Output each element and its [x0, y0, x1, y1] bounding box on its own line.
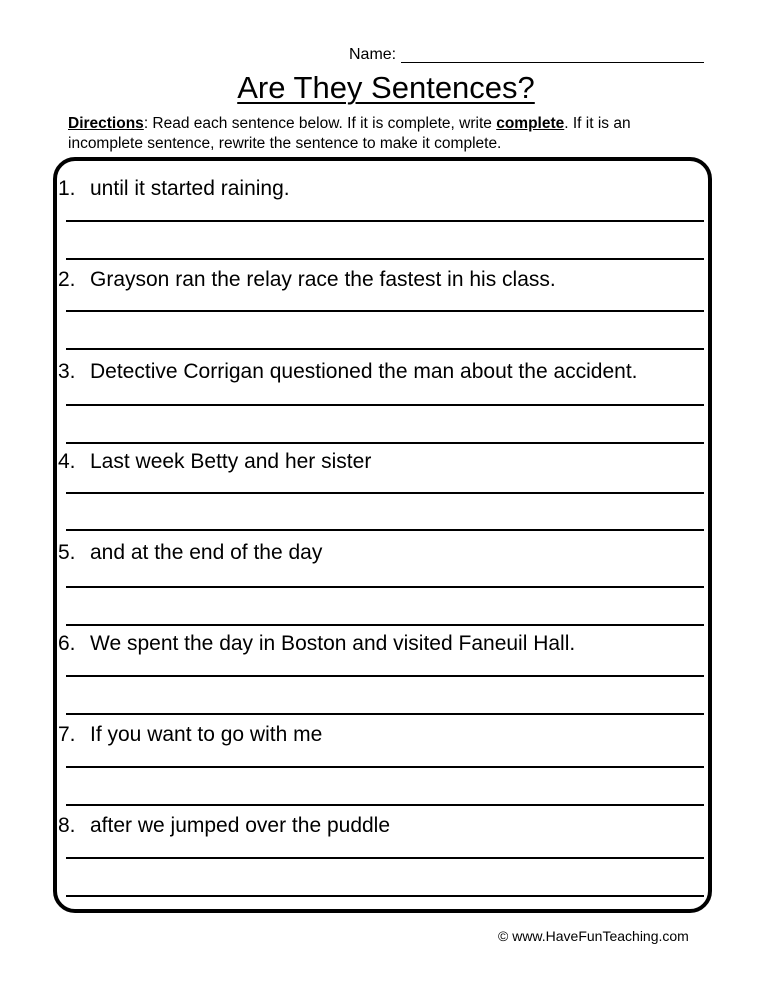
- answer-line-2[interactable]: [66, 258, 704, 260]
- item-sentence: [58, 359, 638, 385]
- item-number: 7.: [58, 723, 76, 746]
- item-sentence: [58, 540, 322, 566]
- item-text: until it started raining.: [90, 177, 290, 200]
- name-label: Name:: [349, 46, 397, 63]
- item-text: If you want to go with me: [90, 723, 323, 746]
- item-text: We spent the day in Boston and visited Faneuil Hall.: [90, 632, 576, 655]
- item-sentence: [58, 722, 322, 748]
- item-number: 2.: [58, 268, 76, 291]
- answer-line-1[interactable]: [66, 766, 704, 768]
- item-text: after we jumped over the puddle: [90, 814, 391, 837]
- answer-line-1[interactable]: [66, 310, 704, 312]
- answer-line-1[interactable]: [66, 586, 704, 588]
- item-sentence: [58, 176, 290, 202]
- directions: [68, 114, 708, 154]
- item-sentence: [58, 813, 390, 839]
- copyright-footer: © www.HaveFunTeaching.com: [498, 928, 689, 944]
- answer-line-2[interactable]: [66, 895, 704, 897]
- item-sentence: [58, 267, 556, 293]
- answer-line-2[interactable]: [66, 624, 704, 626]
- directions-keyword: complete: [496, 115, 565, 132]
- item-number: 5.: [58, 541, 76, 564]
- answer-line-1[interactable]: [66, 857, 704, 859]
- answer-line-2[interactable]: [66, 348, 704, 350]
- item-number: 6.: [58, 632, 76, 655]
- item-text: Last week Betty and her sister: [90, 450, 372, 473]
- item-text: and at the end of the day: [90, 541, 323, 564]
- answer-line-2[interactable]: [66, 713, 704, 715]
- item-sentence: [58, 449, 371, 475]
- directions-text-1: : Read each sentence below. If it is complete, write: [143, 115, 497, 132]
- answer-line-1[interactable]: [66, 492, 704, 494]
- answer-line-2[interactable]: [66, 804, 704, 806]
- item-text: Grayson ran the relay race the fastest in his class.: [90, 268, 556, 291]
- answer-line-1[interactable]: [66, 404, 704, 406]
- item-number: 8.: [58, 814, 76, 837]
- directions-text-2: . If it is an incomplete sentence, rewrite the sentence to make it complete.: [68, 115, 631, 152]
- item-text: Detective Corrigan questioned the man about the accident.: [90, 360, 638, 383]
- directions-label: Directions: [68, 115, 144, 132]
- item-number: 3.: [58, 360, 76, 383]
- answer-line-1[interactable]: [66, 675, 704, 677]
- item-number: 4.: [58, 450, 76, 473]
- item-sentence: [58, 631, 575, 657]
- answer-line-2[interactable]: [66, 442, 704, 444]
- name-blank-line[interactable]: [401, 62, 704, 63]
- worksheet-title: Are They Sentences?: [237, 70, 535, 105]
- answer-line-1[interactable]: [66, 220, 704, 222]
- answer-line-2[interactable]: [66, 529, 704, 531]
- item-number: 1.: [58, 177, 76, 200]
